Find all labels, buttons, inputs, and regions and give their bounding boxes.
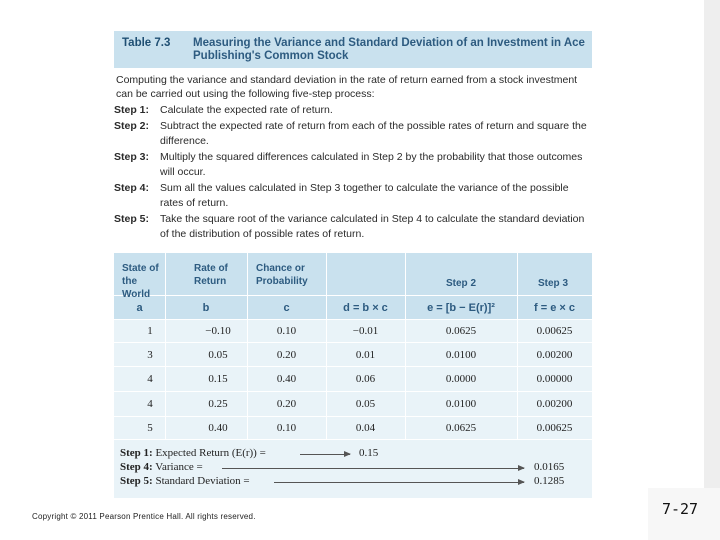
table-cell: 0.06 [355, 373, 376, 385]
table-cell: 0.10 [276, 422, 297, 434]
step-text: Calculate the expected rate of return. [160, 104, 333, 116]
header-step2: Step 2 [446, 278, 477, 289]
step-label: Step 5: [114, 213, 150, 225]
column-letter: c [283, 302, 290, 314]
row-divider [114, 342, 592, 343]
summary-label: Step 5: [120, 475, 153, 487]
summary-arrow [222, 468, 524, 469]
table-cell: −0.10 [205, 325, 231, 337]
copyright: Copyright © 2011 Pearson Prentice Hall. All rights reserved. [32, 512, 256, 521]
column-letter: b [202, 302, 210, 314]
header-state: State of the World [122, 263, 159, 300]
step-label: Step 3: [114, 151, 150, 163]
table-cell: 0.10 [276, 325, 297, 337]
table-cell: 1 [147, 325, 153, 337]
table-cell: 0.0100 [445, 398, 477, 410]
table-cell: 0.25 [208, 398, 228, 410]
summary-standard-deviation [120, 475, 250, 487]
table-cell: 0.05 [355, 398, 376, 410]
step-text: Take the square root of the variance calculated in Step 4 to calculate the standard deviation of the distribution of possible rates of return. [160, 213, 585, 240]
summary-arrow [274, 482, 524, 483]
table-cell: −0.01 [352, 325, 379, 337]
table-header [114, 31, 592, 68]
table-cell: 4 [147, 398, 153, 410]
header-step3: Step 3 [538, 278, 569, 289]
table-cell: 0.00200 [536, 398, 573, 410]
summary-expected-return [120, 447, 266, 459]
row-divider [114, 366, 592, 367]
column-letter: f = e × c [534, 302, 575, 314]
summary-text: Variance = [155, 461, 203, 473]
step-label: Step 4: [114, 182, 150, 194]
summary-variance [120, 461, 203, 473]
summary-label: Step 4: [120, 461, 153, 473]
step-label: Step 2: [114, 120, 150, 132]
table-cell: 0.00000 [536, 373, 573, 385]
table-label: Table 7.3 [122, 37, 171, 49]
step-text: Sum all the values calculated in Step 3 together to calculate the variance of the possible rates of return. [160, 182, 569, 209]
row-divider [114, 391, 592, 392]
table-cell: 0.0100 [445, 349, 477, 361]
column-letter: d = b × c [343, 302, 388, 314]
table-cell: 0.05 [208, 349, 228, 361]
page-number: 7-27 [661, 500, 699, 518]
table-cell: 0.20 [276, 398, 297, 410]
summary-value: 0.0165 [534, 461, 565, 473]
summary-text: Standard Deviation = [155, 475, 250, 487]
step-text: Subtract the expected rate of return from each of the possible rates of return and square the difference. [160, 120, 587, 147]
row-divider [114, 319, 592, 320]
table-cell: 3 [147, 349, 153, 361]
row-divider [114, 439, 592, 440]
summary-value: 0.15 [359, 447, 379, 459]
table-cell: 0.00625 [536, 422, 573, 434]
table-cell: 0.15 [208, 373, 228, 385]
header-chance: Chance or Probability [256, 263, 308, 287]
table-cell: 0.00625 [536, 325, 573, 337]
table-cell: 0.0625 [445, 422, 477, 434]
column-letter: e = [b − E(r)]² [427, 302, 495, 314]
column-letter: a [136, 302, 143, 314]
table-title: Measuring the Variance and Standard Deviation of an Investment in Ace Publishing's Common Stock [193, 37, 585, 62]
variance-table [114, 253, 592, 498]
summary-arrow [300, 454, 350, 455]
column-divider [405, 253, 406, 439]
table-cell: 0.20 [276, 349, 297, 361]
table-cell: 0.04 [355, 422, 376, 434]
table-cell: 0.01 [355, 349, 376, 361]
column-divider [326, 253, 327, 439]
row-divider [114, 295, 592, 296]
intro-text: Computing the variance and standard deviation in the rate of return earned from a stock investment can be carried out using the following five-step process: [116, 74, 578, 100]
column-divider [517, 253, 518, 439]
summary-value: 0.1285 [534, 475, 565, 487]
column-divider [247, 253, 248, 439]
table-cell: 0.00200 [536, 349, 573, 361]
step-label: Step 1: [114, 104, 150, 116]
header-rate: Rate of Return [194, 263, 228, 287]
summary-label: Step 1: [120, 447, 153, 459]
summary-text: Expected Return (E(r)) = [155, 447, 266, 459]
table-cell: 0.0000 [445, 373, 477, 385]
table-cell: 4 [147, 373, 153, 385]
row-divider [114, 416, 592, 417]
table-cell: 0.40 [276, 373, 297, 385]
table-cell: 0.0625 [445, 325, 477, 337]
table-cell: 0.40 [208, 422, 228, 434]
table-cell: 5 [147, 422, 153, 434]
step-text: Multiply the squared differences calculated in Step 2 by the probability that those outcomes will occur. [160, 151, 583, 178]
